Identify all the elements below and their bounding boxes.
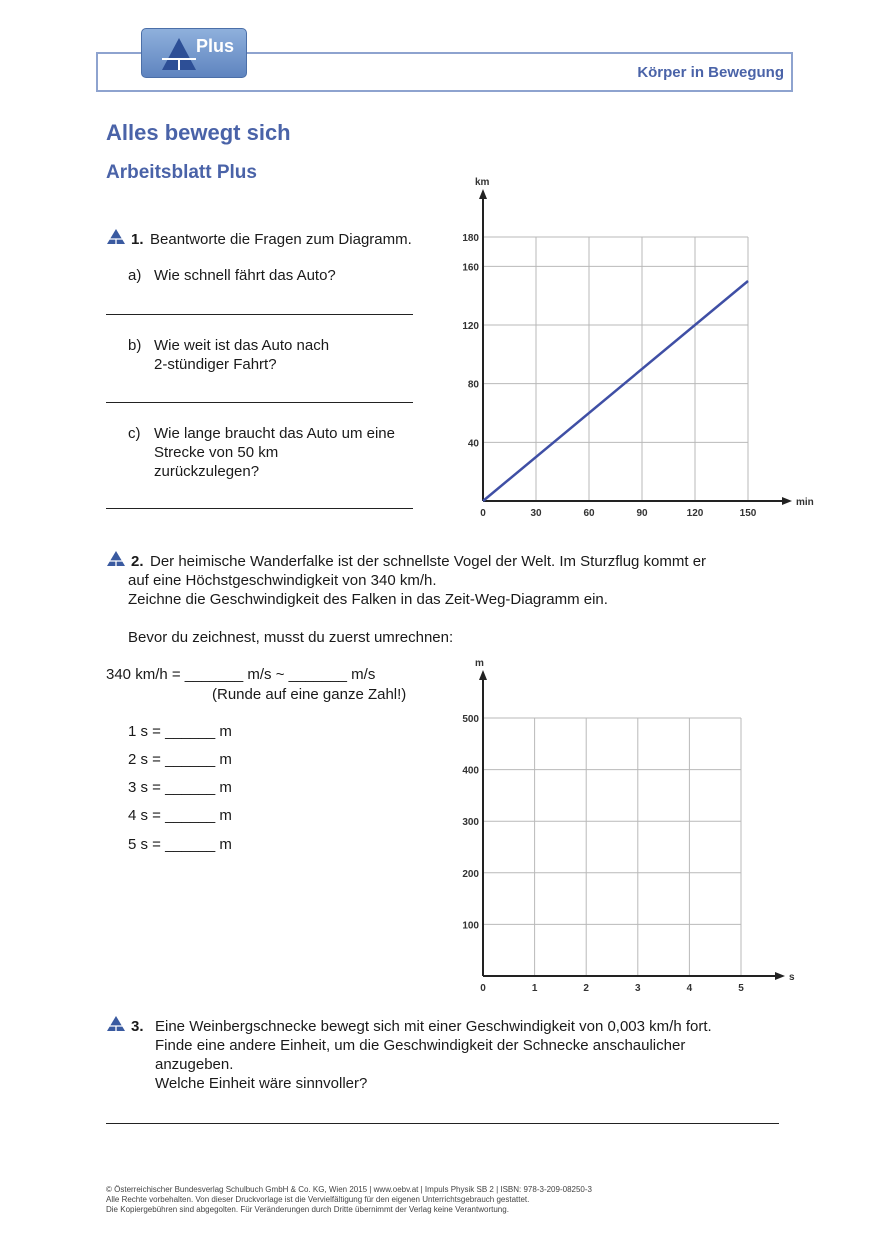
x-tick-label: 30	[530, 508, 542, 519]
y-tick-label: 180	[462, 233, 479, 244]
task2-line2: auf eine Höchstgeschwindigkeit von 340 km/h.	[128, 572, 437, 589]
task2-line4: Bevor du zeichnest, musst du zuerst umrechnen:	[128, 629, 454, 646]
task3-line4: Welche Einheit wäre sinnvoller?	[155, 1075, 368, 1092]
footer-line3: Die Kopiergebühren sind abgegolten. Für Veränderungen durch Dritte übernimmt der Verlag keine Verantwortung.	[106, 1205, 509, 1214]
task2-row-5[interactable]: 5 s = ______ m	[128, 836, 232, 853]
x-axis-arrow-icon	[782, 497, 792, 505]
task1-a-text: Wie schnell fährt das Auto?	[154, 267, 336, 284]
task2-row-2[interactable]: 2 s = ______ m	[128, 751, 232, 768]
task2-line3: Zeichne die Geschwindigkeit des Falken in das Zeit-Weg-Diagramm ein.	[128, 591, 608, 608]
task3-line3: anzugeben.	[155, 1056, 234, 1073]
x-tick-label: 120	[686, 508, 704, 519]
y-axis-label: km	[475, 177, 490, 188]
y-tick-label: 300	[462, 817, 479, 829]
x-axis-arrow-icon	[775, 972, 785, 980]
y-tick-label: 500	[462, 714, 479, 725]
x-tick-label: 3	[635, 983, 641, 994]
answer-line-a[interactable]	[106, 314, 413, 315]
x-axis-label: s	[789, 972, 795, 983]
page-title: Alles bewegt sich	[106, 120, 291, 145]
x-tick-label: 5	[738, 983, 744, 994]
task1-number: 1.	[131, 231, 144, 248]
page-subtitle: Arbeitsblatt Plus	[106, 162, 257, 183]
x-tick-label: 2	[583, 983, 589, 994]
task1-c-line1: Wie lange braucht das Auto um eine	[154, 425, 395, 442]
task2-row-1[interactable]: 1 s = ______ m	[128, 723, 232, 740]
task-triangle-icon	[106, 228, 126, 245]
task1-b-line2: 2-stündiger Fahrt?	[154, 356, 277, 373]
x-tick-label: 0	[480, 983, 486, 994]
task1-a-label: a)	[128, 267, 142, 284]
triangle-logo-icon	[160, 35, 198, 73]
task2-conversion[interactable]: 340 km/h = _______ m/s ~ _______ m/s	[106, 666, 376, 683]
task3-line1: Eine Weinbergschnecke bewegt sich mit einer Geschwindigkeit von 0,003 km/h fort.	[155, 1018, 712, 1035]
x-tick-label: 60	[583, 508, 595, 519]
task2-hint: (Runde auf eine ganze Zahl!)	[212, 686, 407, 703]
answer-line-task3[interactable]	[106, 1123, 779, 1124]
task2-number: 2.	[131, 553, 144, 570]
task1-c-line3: zurückzulegen?	[154, 463, 260, 480]
y-axis-arrow-icon	[479, 670, 487, 680]
task3-line2: Finde eine andere Einheit, um die Geschwindigkeit der Schnecke anschaulicher	[155, 1037, 686, 1054]
y-axis-arrow-icon	[479, 189, 487, 199]
y-tick-label: 400	[462, 765, 479, 777]
x-axis-label: min	[796, 497, 814, 508]
y-tick-label: 40	[467, 438, 479, 450]
task2-row-4[interactable]: 4 s = ______ m	[128, 807, 232, 824]
x-tick-label: 1	[531, 983, 538, 994]
task2-row-3[interactable]: 3 s = ______ m	[128, 779, 232, 796]
footer	[106, 1185, 592, 1215]
task-triangle-icon	[106, 1015, 126, 1032]
footer-line1: © Österreichischer Bundesverlag Schulbuch GmbH & Co. KG, Wien 2015 | www.oebv.at | Impuls Physik SB 2 | ISBN: 978-3-209-08250-3	[106, 1185, 592, 1194]
task1-c-line2: Strecke von 50 km	[154, 444, 279, 461]
answer-line-c[interactable]	[106, 508, 413, 509]
logo-text: Plus	[196, 36, 235, 56]
footer-line2: Alle Rechte vorbehalten. Von dieser Druckvorlage ist die Vervielfältigung für den eigenen Unterrichtsgebrauch gestattet.	[106, 1195, 530, 1204]
series-line-auto	[483, 281, 748, 501]
x-tick-label: 90	[636, 508, 648, 519]
x-tick-label: 4	[686, 983, 693, 994]
task-triangle-icon	[106, 550, 126, 567]
answer-line-b[interactable]	[106, 402, 413, 403]
distance-time-chart-car	[440, 165, 820, 525]
task1-b-line1: Wie weit ist das Auto nach	[154, 337, 330, 354]
task3-number: 3.	[131, 1018, 144, 1035]
distance-time-chart-falcon[interactable]	[440, 648, 820, 998]
task2-line1: Der heimische Wanderfalke ist der schnellste Vogel der Welt. Im Sturzflug kommt er	[150, 553, 707, 570]
y-axis-label: m	[475, 658, 484, 669]
plus-logo	[141, 28, 247, 78]
y-tick-label: 160	[462, 262, 479, 274]
task1-c-label: c)	[128, 425, 141, 442]
section-title: Körper in Bewegung	[637, 64, 784, 81]
x-tick-label: 0	[480, 508, 486, 519]
y-tick-label: 200	[462, 868, 479, 880]
task1-b-label: b)	[128, 337, 142, 354]
task1-prompt: Beantworte die Fragen zum Diagramm.	[150, 231, 412, 248]
y-tick-label: 120	[462, 321, 479, 332]
y-tick-label: 80	[467, 379, 479, 391]
x-tick-label: 150	[739, 508, 757, 519]
y-tick-label: 100	[462, 920, 479, 932]
